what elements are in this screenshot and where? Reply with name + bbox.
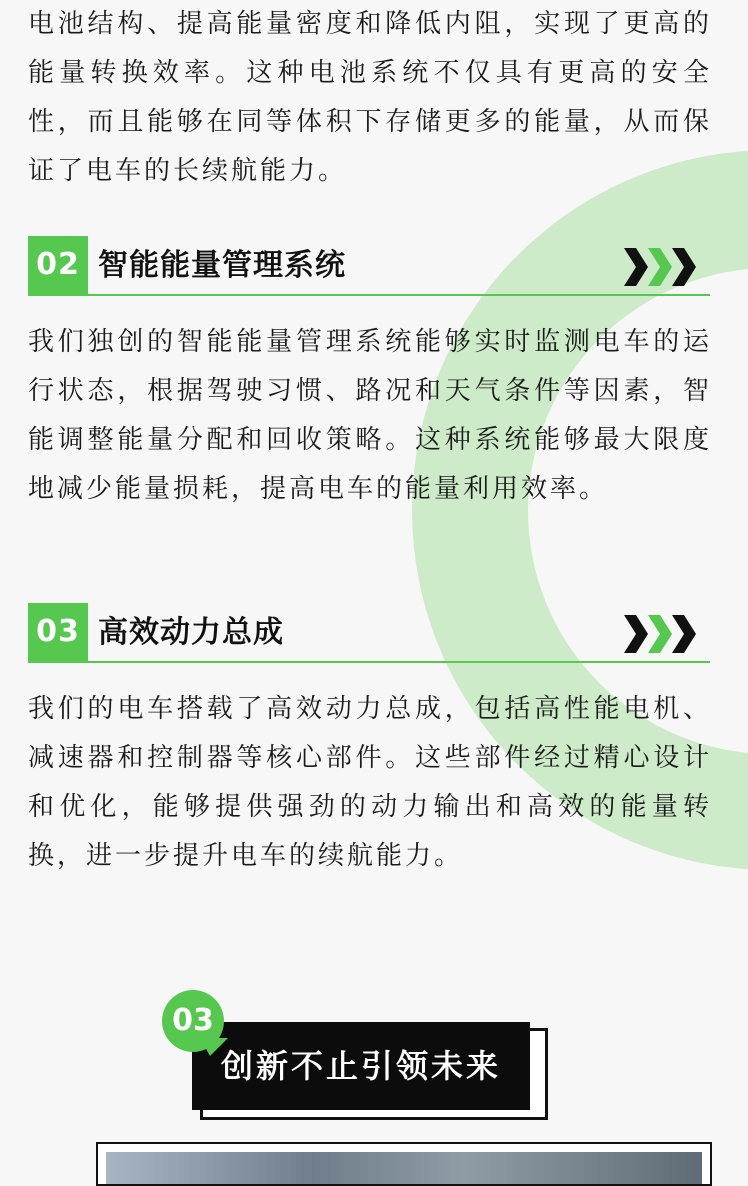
section-header-03	[28, 603, 710, 663]
intro-paragraph: 电池结构、提高能量密度和降低内阻，实现了更高的能量转换效率。这种电池系统不仅具有更高的安全性，而且能够在同等体积下存储更多的能量，从而保证了电车的长续航能力。	[28, 9, 712, 186]
section-number-badge: 03	[28, 603, 88, 661]
section-body-02: 我们独创的智能能量管理系统能够实时监测电车的运行状态，根据驾驶习惯、路况和天气条件等因素，智能调整能量分配和回收策略。这种系统能够最大限度地减少能量损耗，提高电车的能量利用效率。	[28, 327, 712, 504]
triple-chevron-right-icon	[622, 246, 700, 288]
chapter-title: 创新不止引领未来	[192, 1022, 530, 1110]
triple-chevron-right-icon	[622, 613, 700, 655]
section-number-badge: 02	[28, 236, 88, 294]
chapter-number-bubble: 03	[162, 990, 224, 1052]
section-header-02	[28, 236, 710, 296]
photo-frame	[96, 1142, 712, 1186]
section-title: 高效动力总成	[98, 615, 284, 650]
chapter-badge	[162, 990, 552, 1130]
section-body-03: 我们的电车搭载了高效动力总成，包括高性能电机、减速器和控制器等核心部件。这些部件经过精心设计和优化，能够提供强劲的动力输出和高效的能量转换，进一步提升电车的续航能力。	[28, 694, 712, 871]
section-title: 智能能量管理系统	[98, 248, 346, 283]
